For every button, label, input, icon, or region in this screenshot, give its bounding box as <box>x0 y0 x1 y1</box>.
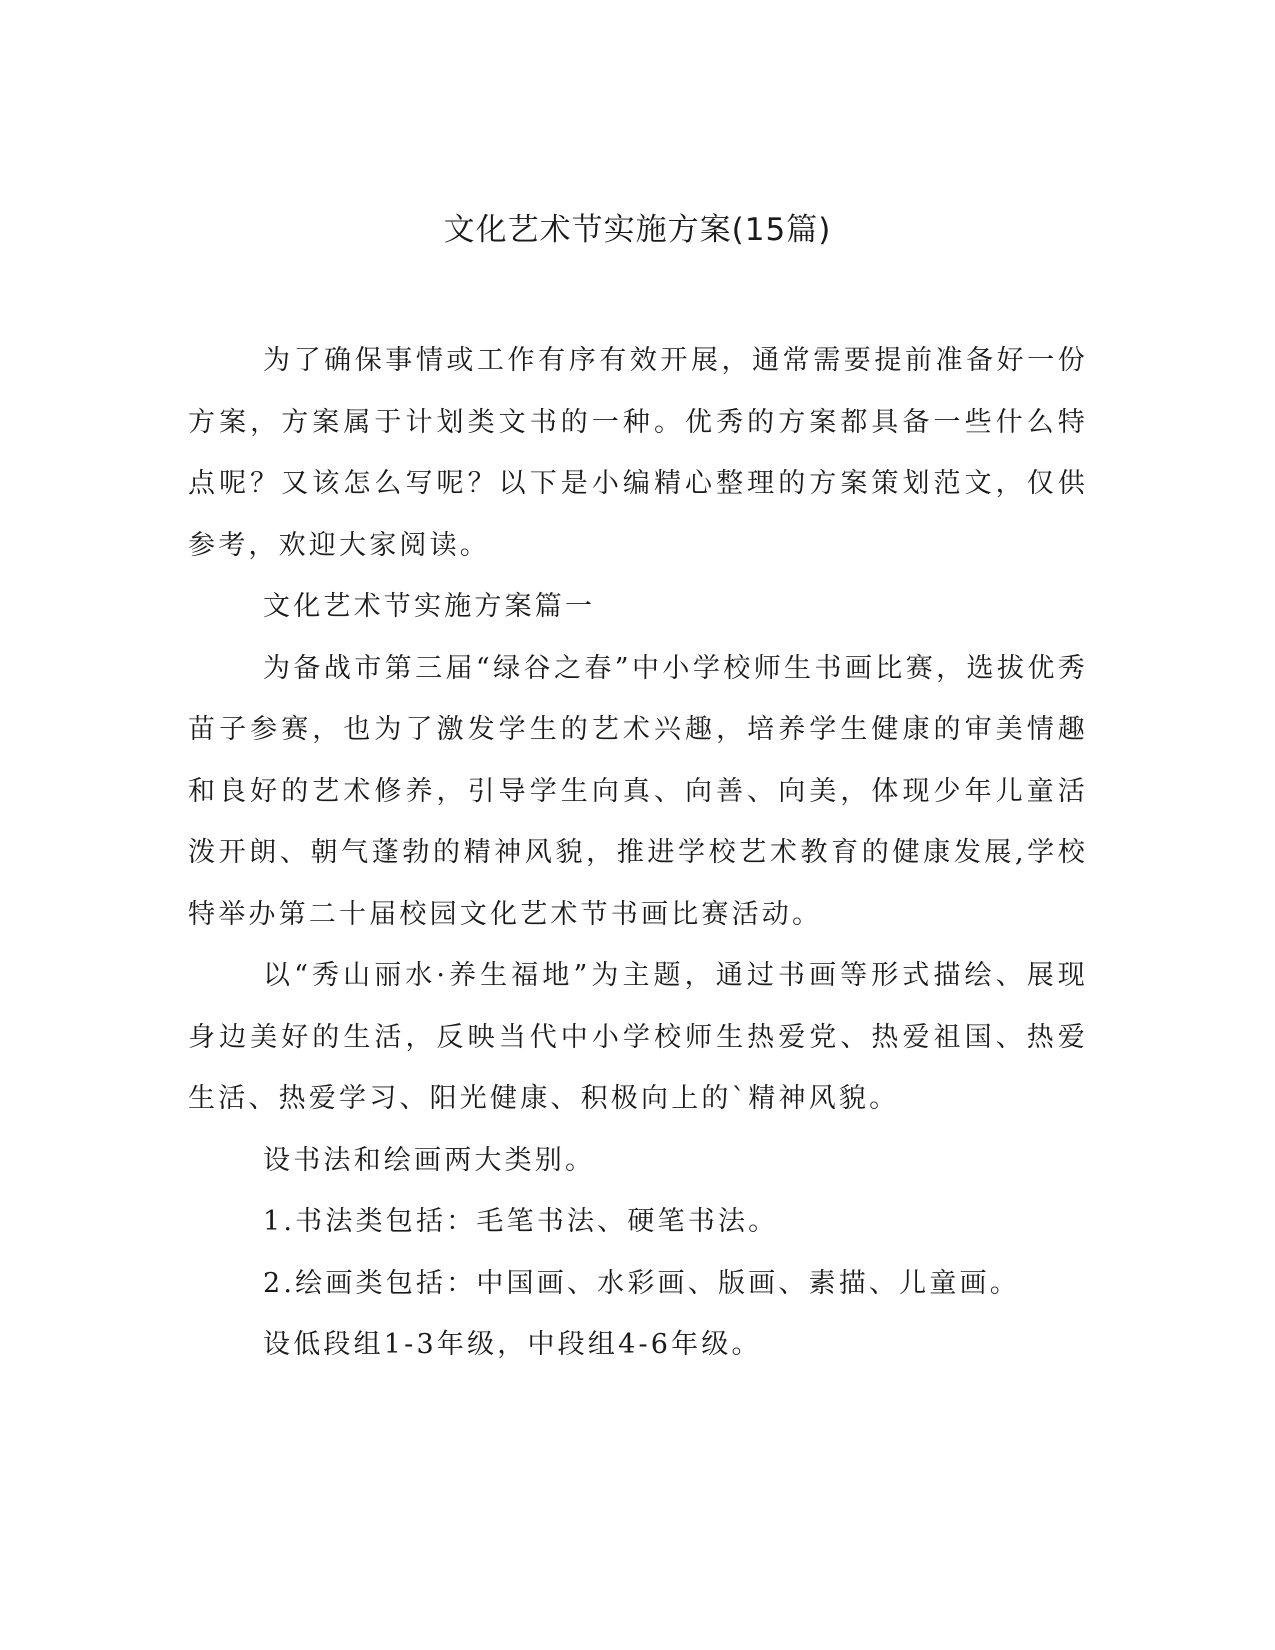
intro-paragraph: 为了确保事情或工作有序有效开展，通常需要提前准备好一份方案，方案属于计划类文书的一种。优秀的方案都具备一些什么特点呢？又该怎么写呢？以下是小编精心整理的方案策划范文，仅供参考，欢迎大家阅读。 <box>188 345 1088 561</box>
painting-item: 2.绘画类包括：中国画、水彩画、版画、素描、儿童画。 <box>263 1267 1020 1299</box>
theme-paragraph: 以“秀山丽水·养生福地”为主题，通过书画等形式描绘、展现身边美好的生活，反映当代中小学校师生热爱党、热爱祖国、热爱生活、热爱学习、阳光健康、积极向上的`精神风貌。 <box>188 960 1088 1114</box>
background-paragraph: 为备战市第三届“绿谷之春”中小学校师生书画比赛，选拔优秀苗子参赛，也为了激发学生的艺术兴趣，培养学生健康的审美情趣和良好的艺术修养，引导学生向真、向善、向美，体现少年儿童活泼开朗、朝气蓬勃的精神风貌，推进学校艺术教育的健康发展,学校特举办第二十届校园文化艺术节书画比赛活动。 <box>188 652 1088 930</box>
category-paragraph: 设书法和绘画两大类别。 <box>263 1144 596 1176</box>
document-body <box>188 330 1088 1376</box>
document-title: 文化艺术节实施方案(15篇) <box>443 212 832 248</box>
section-heading: 文化艺术节实施方案篇一 <box>263 591 596 622</box>
grade-group-paragraph: 设低段组1-3年级，中段组4-6年级。 <box>263 1329 762 1360</box>
calligraphy-item: 1.书法类包括：毛笔书法、硬笔书法。 <box>263 1206 779 1237</box>
